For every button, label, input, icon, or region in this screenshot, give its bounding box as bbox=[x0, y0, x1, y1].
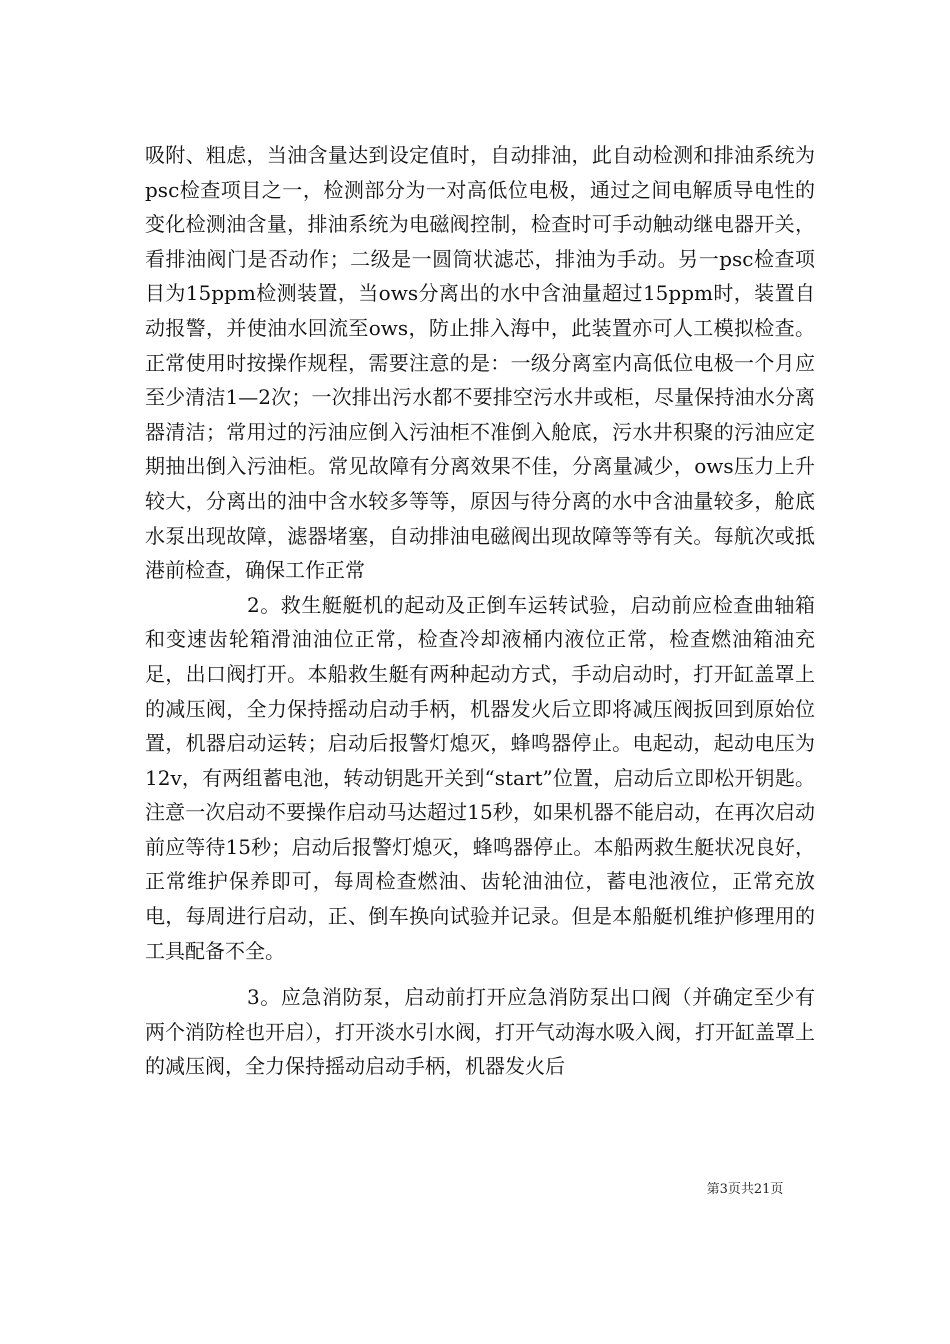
paragraph-2: 2。救生艇艇机的起动及正倒车运转试验，启动前应检查曲轴箱和变速齿轮箱滑油油位正常，检查冷却液桶内液位正常，检查燃油箱油充足，出口阀打开。本船救生艇有两种起动方式，手动启动时，打开缸盖罩上的减压阀，全力保持摇动启动手柄，机器发火后立即将减压阀扳回到原始位置，机器启动运转；启动后报警灯熄灭，蜂鸣器停止。电起动，起动电压为12v，有两组蓄电池，转动钥匙开关到“start”位置，启动后立即松开钥匙。注意一次启动不要操作启动马达超过15秒，如果机器不能启动，在再次启动前应等待15秒；启动后报警灯熄灭，蜂鸣器停止。本船两救生艇状况良好，正常维护保养即可，每周检查燃油、齿轮油油位，蓄电池液位，正常充放电，每周进行启动，正、倒车换向试验并记录。但是本船艇机维护修理用的工具配备不全。 bbox=[145, 592, 815, 963]
body-text bbox=[145, 138, 815, 1084]
page-number-footer: 第3页共21页 bbox=[706, 1182, 784, 1197]
paragraph-3: 3。应急消防泵，启动前打开应急消防泵出口阀（并确定至少有两个消防栓也开启），打开淡水引水阀，打开气动海水吸入阀，打开缸盖罩上的减压阀，全力保持摇动启动手柄，机器发火后 bbox=[145, 985, 815, 1079]
paragraph-1: 吸附、粗虑，当油含量达到设定值时，自动排油，此自动检测和排油系统为psc检查项目之一，检测部分为一对高低位电极，通过之间电解质导电性的变化检测油含量，排油系统为电磁阀控制，检查时可手动触动继电器开关，看排油阀门是否动作；二级是一圆筒状滤芯，排油为手动。另一psc检查项目为15ppm检测装置，当ows分离出的水中含油量超过15ppm时，装置自动报警，并使油水回流至ows，防止排入海中，此装置亦可人工模拟检查。正常使用时按操作规程，需要注意的是：一级分离室内高低位电极一个月应至少清洁1—2次；一次排出污水都不要排空污水井或柜，尽量保持油水分离器清洁；常用过的污油应倒入污油柜不准倒入舱底，污水井积聚的污油应定期抽出倒入污油柜。常见故障有分离效果不佳，分离量减少，ows压力上升较大，分离出的油中含水较多等等，原因与待分离的水中含油量较多，舱底水泵出现故障，滤器堵塞，自动排油电磁阀出现故障等等有关。每航次或抵港前检查，确保工作正常 bbox=[145, 143, 815, 583]
